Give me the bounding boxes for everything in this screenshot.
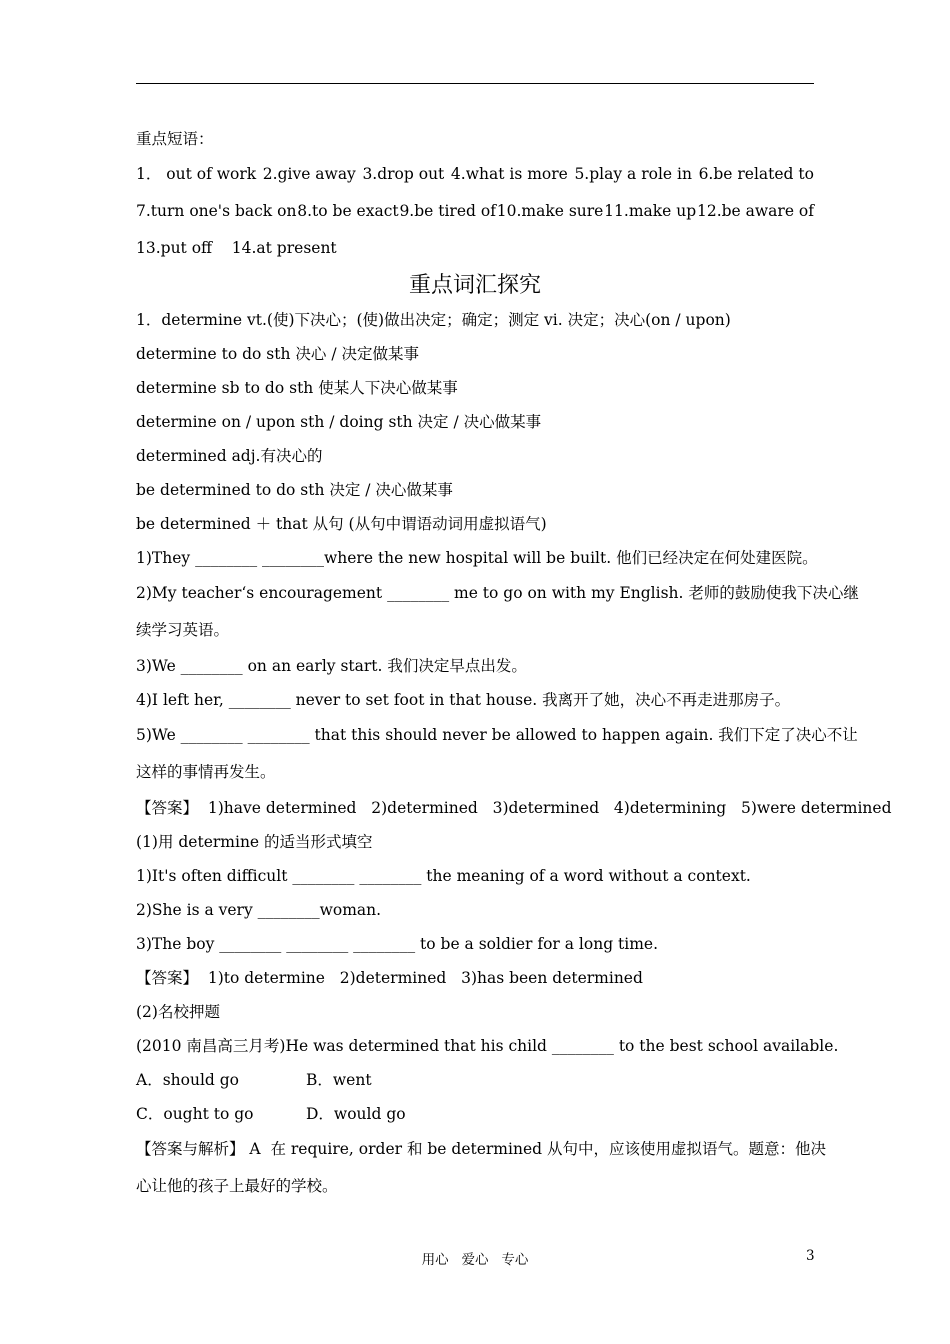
phrase-item: 4.what is more [450,165,568,183]
vocab-usage: determine to do sth 决心 / 决定做某事 [136,345,419,363]
example-sentence: 5)We ________ ________ that this should never be allowed to happen again. 我们下定了决心不让 [136,726,858,744]
phrase-item: 12.be aware of [696,202,814,220]
example-sentence: 2)My teacher‘s encouragement ________ me to go on with my English. 老师的鼓励使我下决心继 [136,584,859,602]
example-sentence-cont: 这样的事情再发生。 [136,763,276,781]
header-rule [136,83,814,84]
page-number: 3 [806,1248,815,1264]
option-a: A．should go [136,1071,240,1089]
phrase-item: 1． out of work [136,165,257,183]
phrase-item: 3.drop out [362,165,445,183]
analysis-line-cont: 心让他的孩子上最好的学校。 [136,1177,338,1195]
phrase-item: 8.to be exact [297,202,399,220]
exercise-question: 1)It's often difficult ________ ________ the meaning of a word without a context. [136,867,751,885]
vocab-usage: be determined to do sth 决定 / 决心做某事 [136,481,453,499]
example-sentence: 1)They ________ ________where the new hospital will be built. 他们已经决定在何处建医院。 [136,549,818,567]
exercise-question: 2)She is a very ________woman. [136,901,382,919]
vocab-usage: determined adj.有决心的 [136,447,323,465]
phrase-item: 7.turn one's back on [136,202,297,220]
option-b: B．went [306,1071,372,1089]
exercise-question: 3)The boy ________ ________ ________ to be a soldier for a long time. [136,935,659,953]
exercise-title: (2)名校押题 [136,1003,220,1021]
phrase-item: 9.be tired of [399,202,496,220]
example-sentence: 3)We ________ on an early start. 我们决定早点出发。 [136,657,527,675]
answer-line: 【答案】 1)to determine 2)determined 3)has been determined [136,969,643,987]
answer-line: 【答案】 1)have determined 2)determined 3)determined 4)determining 5)were determined [136,799,892,817]
options-row [136,1097,814,1131]
phrase-item: 10.make sure [496,202,604,220]
section-heading: 重点词汇探究 [408,273,541,298]
exercise-question: (2010 南昌高三月考)He was determined that his child ________ to the best school available. [136,1037,839,1055]
example-sentence-cont: 续学习英语。 [136,621,230,639]
analysis-line: 【答案与解析】 A 在 require, order 和 be determined 从句中，应该使用虚拟语气。题意：他决 [136,1140,826,1158]
phrase-item: 6.be related to [698,165,814,183]
phrases-row-2 [136,193,814,230]
page-content [136,122,892,1205]
phrase-item: 2.give away [262,165,356,183]
phrases-title: 重点短语： [136,130,214,148]
vocab-usage: determine sb to do sth 使某人下决心做某事 [136,379,458,397]
phrase-item: 5.play a role in [574,165,692,183]
exercise-title: (1)用 determine 的适当形式填空 [136,833,373,851]
option-d: D．would go [306,1105,406,1123]
vocab-usage: determine on / upon sth / doing sth 决定 / 决心做某事 [136,413,542,431]
vocab-definition: 1．determine vt.(使)下决心；(使)做出决定；确定；测定 vi. 决定；决心(on / upon) [136,311,731,329]
options-row [136,1063,814,1097]
footer-motto: 用心 爱心 专心 [421,1252,529,1268]
option-c: C．ought to go [136,1105,254,1123]
phrases-row-1 [136,156,814,193]
phrases-row-3: 13.put off 14.at present [136,239,337,257]
phrase-item: 11.make up [604,202,697,220]
example-sentence: 4)I left her, ________ never to set foot in that house. 我离开了她，决心不再走进那房子。 [136,691,791,709]
vocab-usage: be determined ＋ that 从句 (从句中谓语动词用虚拟语气) [136,515,547,533]
